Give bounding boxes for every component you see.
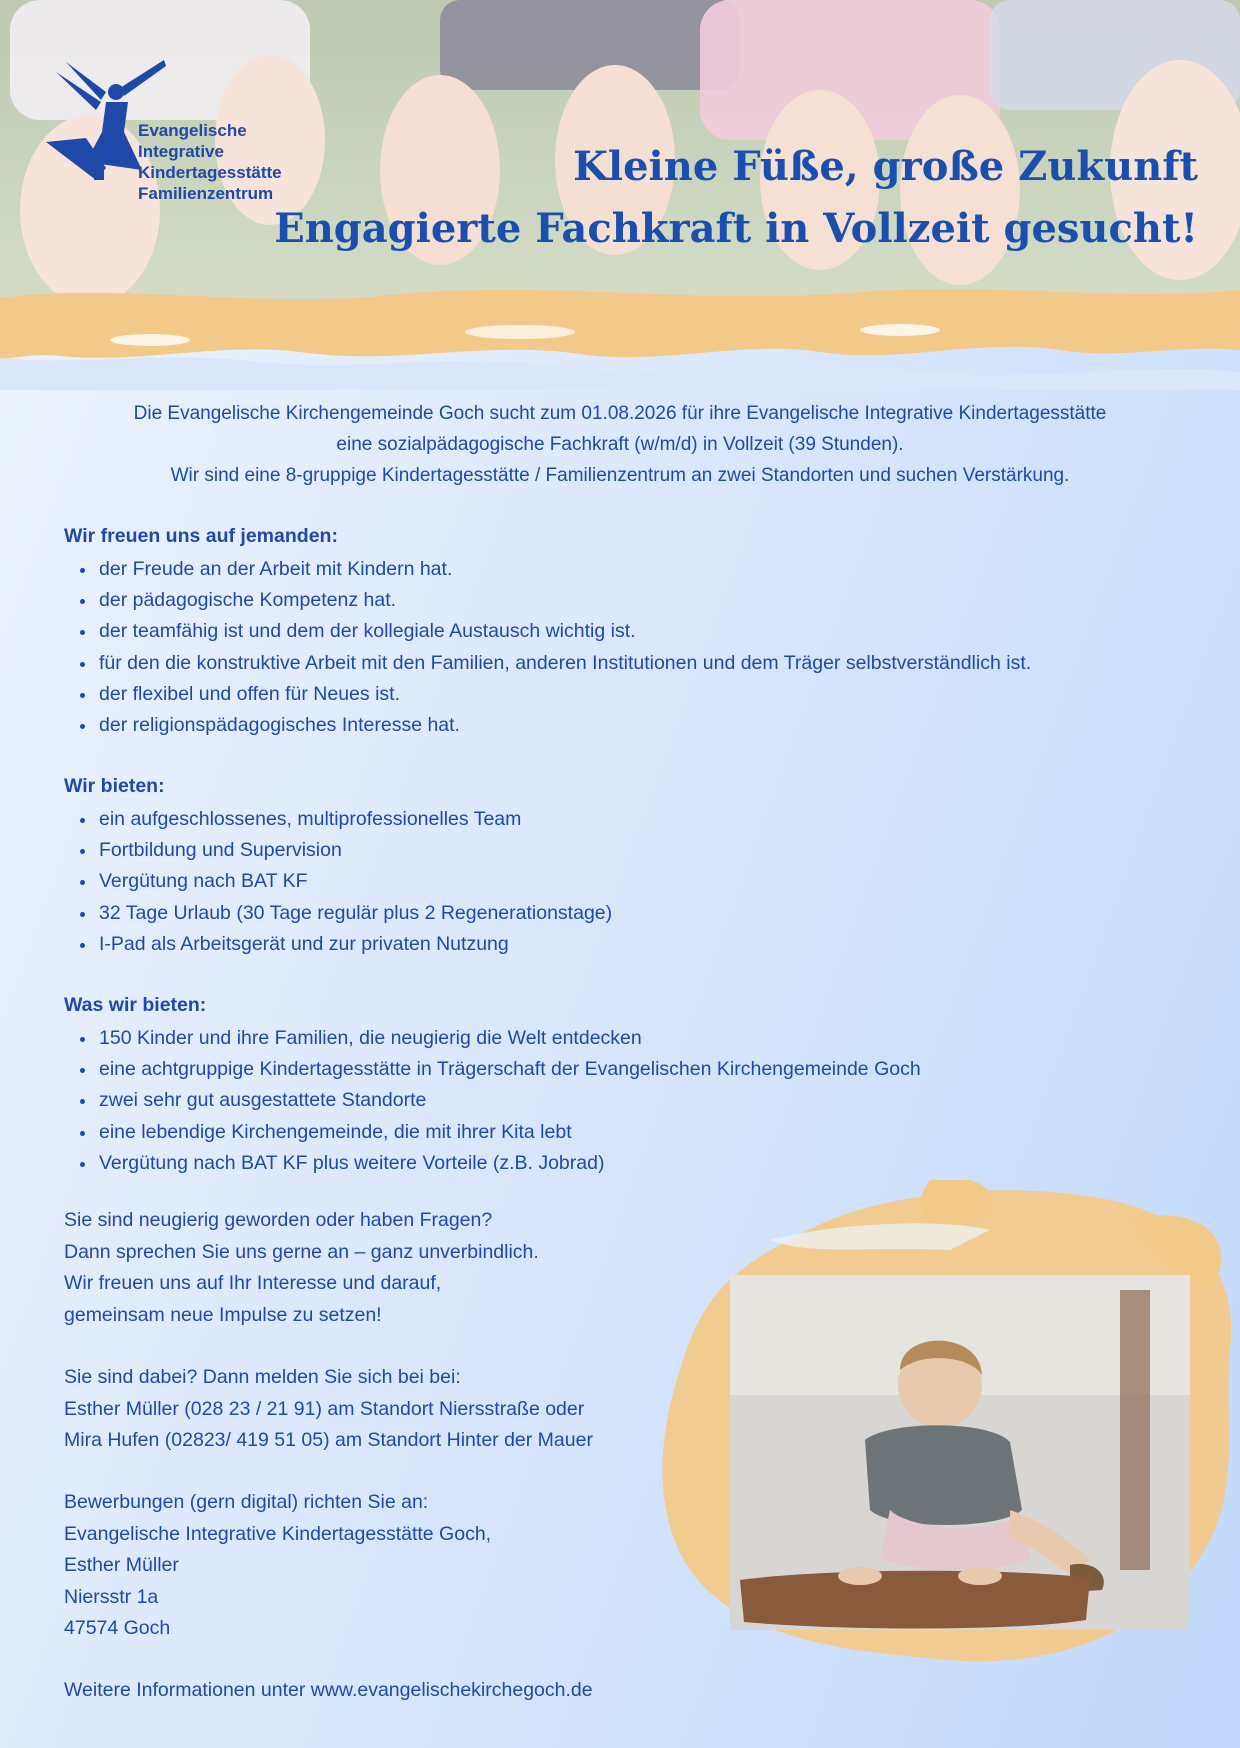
footer-website-text: Weitere Informationen unter www.evangelischekirchegoch.de bbox=[64, 1679, 593, 1701]
address-line: Bewerbungen (gern digital) richten Sie an: bbox=[64, 1491, 429, 1513]
intro-line: Wir sind eine 8-gruppige Kindertagesstätte / Familienzentrum an zwei Standorten und suchen Verstärkung. bbox=[170, 465, 1070, 486]
list-item: Fortbildung und Supervision bbox=[99, 835, 1164, 866]
contact-line: Esther Müller (028 23 / 21 91) am Standort Niersstraße oder bbox=[64, 1397, 585, 1420]
closing-paragraph bbox=[64, 1205, 539, 1331]
closing-line: gemeinsam neue Impulse zu setzen! bbox=[64, 1303, 382, 1326]
list-item: der flexibel und offen für Neues ist. bbox=[99, 679, 1164, 710]
logo-line: Integrative bbox=[138, 142, 224, 161]
list-item: I-Pad als Arbeitsgerät und zur privaten Nutzung bbox=[99, 929, 1164, 960]
list-item: für den die konstruktive Arbeit mit den Familien, anderen Institutionen und dem Träger selbstverständlich ist. bbox=[99, 648, 1164, 679]
list-item: 150 Kinder und ihre Familien, die neugierig die Welt entdecken bbox=[99, 1023, 1164, 1054]
list-item: der Freude an der Arbeit mit Kindern hat. bbox=[99, 554, 1164, 585]
headline bbox=[274, 136, 1198, 260]
list-item: zwei sehr gut ausgestattete Standorte bbox=[99, 1085, 1164, 1116]
list-item: Vergütung nach BAT KF bbox=[99, 866, 1164, 897]
footer-info bbox=[64, 1675, 593, 1707]
intro-text bbox=[60, 398, 1180, 491]
address-line: Esther Müller bbox=[64, 1554, 179, 1576]
logo-line: Evangelische bbox=[138, 121, 247, 140]
list-item: der pädagogische Kompetenz hat. bbox=[99, 585, 1164, 616]
bullet-list bbox=[64, 804, 1164, 960]
logo-wordmark bbox=[138, 120, 282, 204]
hero-banner bbox=[0, 0, 1240, 390]
list-item: der teamfähig ist und dem der kollegiale Austausch wichtig ist. bbox=[99, 616, 1164, 647]
closing-line: Sie sind neugierig geworden oder haben Fragen? bbox=[64, 1209, 493, 1231]
list-item: eine achtgruppige Kindertagesstätte in Trägerschaft der Evangelischen Kirchengemeinde Goch bbox=[99, 1054, 1164, 1085]
application-address bbox=[64, 1487, 491, 1645]
contact-line: Sie sind dabei? Dann melden Sie sich bei bei: bbox=[64, 1366, 461, 1388]
address-line: 47574 Goch bbox=[64, 1617, 171, 1639]
bullet-list bbox=[64, 554, 1164, 741]
address-line: Evangelische Integrative Kindertagesstätte Goch, bbox=[64, 1522, 492, 1545]
headline-line-2: Engagierte Fachkraft in Vollzeit gesucht! bbox=[274, 205, 1198, 252]
intro-line: Die Evangelische Kirchengemeinde Goch sucht zum 01.08.2026 für ihre Evangelische Integrative Kindertagesstätte bbox=[133, 403, 1107, 424]
list-item: Vergütung nach BAT KF plus weitere Vorteile (z.B. Jobrad) bbox=[99, 1148, 1164, 1179]
contact-line: Mira Hufen (02823/ 419 51 05) am Standort Hinter der Mauer bbox=[64, 1429, 593, 1451]
list-item: 32 Tage Urlaub (30 Tage regulär plus 2 Regenerationstage) bbox=[99, 898, 1164, 929]
bullet-list bbox=[64, 1023, 1164, 1179]
list-item: eine lebendige Kirchengemeinde, die mit ihrer Kita lebt bbox=[99, 1117, 1164, 1148]
logo-line: Kindertagesstätte bbox=[138, 163, 282, 182]
contact-paragraph bbox=[64, 1362, 593, 1457]
section-seeking bbox=[64, 522, 1164, 741]
section-what-we-offer bbox=[64, 991, 1164, 1179]
section-title: Wir bieten: bbox=[64, 775, 165, 797]
headline-line-1: Kleine Füße, große Zukunft bbox=[573, 143, 1198, 190]
child-photo-decoration bbox=[650, 1180, 1240, 1670]
address-line: Niersstr 1a bbox=[64, 1585, 159, 1608]
section-title: Wir freuen uns auf jemanden: bbox=[64, 525, 338, 547]
torn-paper-edge bbox=[0, 280, 1240, 390]
closing-line: Dann sprechen Sie uns gerne an – ganz unverbindlich. bbox=[64, 1240, 539, 1263]
closing-line: Wir freuen uns auf Ihr Interesse und darauf, bbox=[64, 1272, 442, 1294]
list-item: der religionspädagogisches Interesse hat. bbox=[99, 710, 1164, 741]
logo bbox=[46, 52, 306, 202]
logo-line: Familienzentrum bbox=[138, 184, 274, 203]
section-title: Was wir bieten: bbox=[64, 994, 207, 1016]
intro-line: eine sozialpädagogische Fachkraft (w/m/d) in Vollzeit (39 Stunden). bbox=[336, 434, 904, 455]
section-offer bbox=[64, 772, 1164, 960]
list-item: ein aufgeschlossenes, multiprofessionelles Team bbox=[99, 804, 1164, 835]
